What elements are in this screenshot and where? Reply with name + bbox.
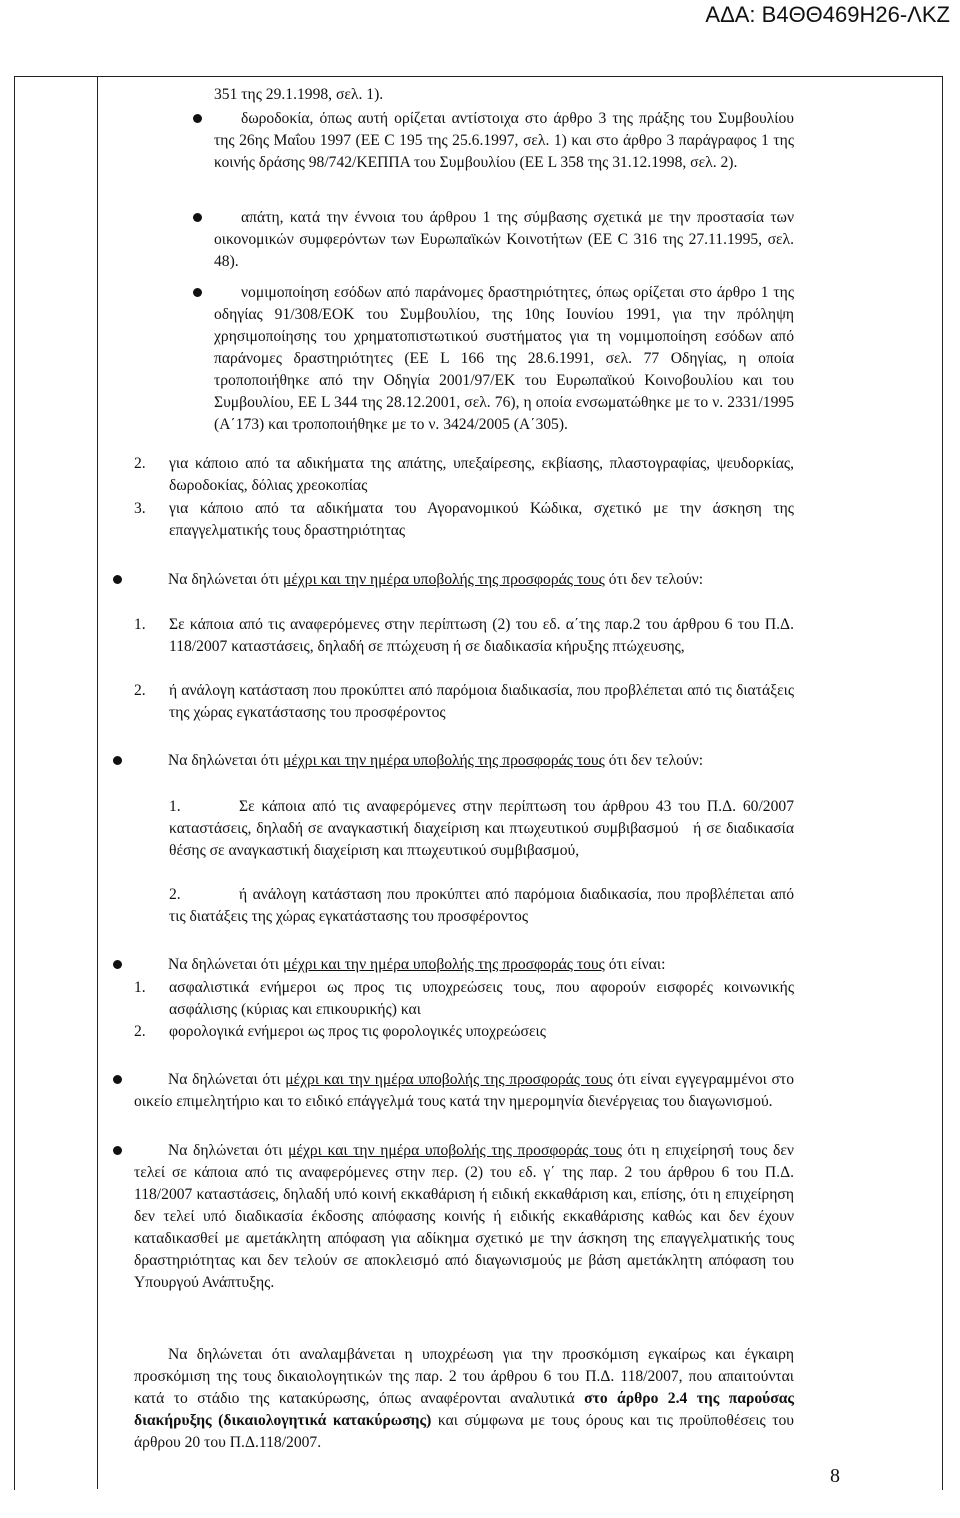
deadline-phrase: μέχρι και την ημέρα υποβολής της προσφοράς τους <box>285 1071 613 1088</box>
declare-text: Να δηλώνεται ότι <box>168 752 280 769</box>
list-item: ασφαλιστικά ενήμεροι ως προς τις υποχρεώσεις τους, που αφορούν εισφορές κοινωνικής ασφάλισης (κύριας και επικουρικής) και <box>169 979 798 1018</box>
list-number: 1. <box>169 798 181 815</box>
declaration-tail: ότι είναι εγγεγραμμένοι στο οικείο επιμελητήριο και το ειδικό επάγγελμά τους κατά την ημερομηνία διενέργειας του διαγωνισμού. <box>134 1071 798 1110</box>
deadline-phrase: μέχρι και την ημέρα υποβολής της προσφοράς τους <box>282 956 605 973</box>
page-number: 8 <box>830 1465 840 1487</box>
list-number: 2. <box>169 886 181 903</box>
list-item: ή ανάλογη κατάσταση που προκύπτει από παρόμοια διαδικασία, που προβλέπεται από τις διατάξεις της χώρας εγκατάστασης του προσφέροντος <box>169 886 798 925</box>
list-number: 2. <box>134 1023 146 1040</box>
list-item: φορολογικά ενήμεροι ως προς τις φορολογικές υποχρεώσεις <box>169 1023 546 1040</box>
declare-text: Να δηλώνεται ότι <box>168 1142 283 1159</box>
declaration-bankruptcy <box>134 569 794 591</box>
column-divider <box>97 76 98 1489</box>
fraud-item: απάτη, κατά την έννοια του άρθρου 1 της σύμβασης σχετικά με την προστασία των οικονομικών συμφερόντων των Ευρωπαϊκών Κοινοτήτων (ΕΕ C 316 της 27.11.1995, σελ. 48). <box>214 207 794 273</box>
declaration-documents <box>134 1344 798 1454</box>
deadline-phrase: μέχρι και την ημέρα υποβολής της προσφοράς τους <box>288 1142 622 1159</box>
declaration-administration <box>134 750 794 772</box>
list-number: 2. <box>134 682 146 699</box>
declare-text: Να δηλώνεται ότι <box>168 1071 281 1088</box>
documents-text: Να δηλώνεται ότι αναλαμβάνεται η υποχρέωση για την προσκόμιση εγκαίρως και έγκαιρη προσκόμιση της τους δικαιολογητικών της παρ. 2 του άρθρου 6 του Π.Δ. 118/2007, που απαιτούνται κατά το στάδιο της κατακύρωσης, όπως αναφέρονται αναλυτικά <box>134 1346 798 1407</box>
documents-tail: και σύμφωνα με τους όρους και τις προϋποθέσεις του άρθρου 20 του Π.Δ.118/2007. <box>134 1412 798 1451</box>
ada-code: ΑΔΑ: Β4ΘΘ469Η26-ΛΚΖ <box>705 2 950 27</box>
laundering-item: νομιμοποίηση εσόδων από παράνομες δραστηριότητες, όπως ορίζεται στο άρθρο 1 της οδηγίας 91/308/ΕΟΚ του Συμβουλίου, της 10ης Ιουνίου 1991, για την πρόληψη χρησιμοποίησης του χρηματοπιστωτικού συστήματος για τη νομιμοποίηση εσόδων από παράνομες δραστηριότητες (ΕΕ L 166 της 28.6.1991, σελ. 77 Οδηγίας, η οποία τροποποιήθηκε από την Οδηγία 2001/97/ΕΚ του Ευρωπαϊκού Κοινοβουλίου και του Συμβουλίου, ΕΕ L 344 της 28.12.2001, σελ. 76), η οποία ενσωματώθηκε με το ν. 2331/1995 (Α΄173) και τροποποιήθηκε με το ν. 3424/2005 (Α΄305). <box>214 282 794 436</box>
list-item: Σε κάποια από τις αναφερόμενες στην περίπτωση (2) του εδ. α΄της παρ.2 του άρθρου 6 του Π.Δ. 118/2007 καταστάσεις, δηλαδή σε πτώχευση ή σε διαδικασία κήρυξης πτώχευσης, <box>169 616 798 655</box>
list-number: 3. <box>134 500 146 517</box>
list-item: ή ανάλογη κατάσταση που προκύπτει από παρόμοια διαδικασία, που προβλέπεται από τις διατάξεις της χώρας εγκατάστασης του προσφέροντος <box>169 682 798 721</box>
declaration-tail: ότι η επιχείρησή τους δεν τελεί σε κάποια από τις αναφερόμενες στην περ. (2) του εδ. γ΄ της παρ. 2 του άρθρου 6 του Π.Δ. 118/2007 καταστάσεις, δηλαδή υπό κοινή εκκαθάριση ή ειδική εκκαθάριση και, επίσης, ότι η επιχείρηση δεν τελεί υπό διαδικασία έκδοσης απόφασης κοινής ή ειδικής εκκαθάρισης καθώς και δεν έχουν καταδικασθεί με αμετάκλητη απόφαση για αδίκημα σχετικό με την άσκηση της επαγγελματικής τους δραστηριότητας και δεν τελούν σε αποκλεισμό από διαγωνισμούς με βάση αμετάκλητη απόφαση του Υπουργού Ανάπτυξης. <box>134 1142 798 1291</box>
list-item: για κάποιο από τα αδικήματα του Αγορανομικού Κώδικα, σχετικό με την άσκηση της επαγγελματικής τους δραστηριότητας <box>169 500 798 539</box>
deadline-phrase: μέχρι και την ημέρα υποβολής της προσφοράς τους <box>282 752 605 769</box>
declaration-tail: ότι δεν τελούν: <box>608 752 704 769</box>
deadline-phrase: μέχρι και την ημέρα υποβολής της προσφοράς τους <box>282 571 605 588</box>
declare-text: Να δηλώνεται ότι <box>168 571 280 588</box>
list-item: Σε κάποια από τις αναφερόμενες στην περίπτωση του άρθρου 43 του Π.Δ. 60/2007 καταστάσεις, δηλαδή σε αναγκαστική διαχείριση και πτωχευτικού συμβιβασμού ή σε διαδικασία θέσης σε αναγκαστική διαχείριση και πτωχευτικού συμβιβασμού, <box>169 798 798 859</box>
declare-text: Να δηλώνεται ότι <box>168 956 280 973</box>
declaration-liquidation <box>134 1140 798 1294</box>
bribery-item: δωροδοκία, όπως αυτή ορίζεται αντίστοιχα στο άρθρο 3 της πράξης του Συμβουλίου της 26ης Μαΐου 1997 (ΕΕ C 195 της 25.6.1997, σελ. 1) και στο άρθρο 3 παράγραφος 1 της κοινής δράσης 98/742/ΚΕΠΠΑ του Συμβουλίου (ΕΕ L 358 της 31.12.1998, σελ. 2). <box>214 108 794 174</box>
list-number: 1. <box>134 616 146 633</box>
list-number: 2. <box>134 455 146 472</box>
declaration-tail: ότι είναι: <box>608 956 666 973</box>
continuation-line: 351 της 29.1.1998, σελ. 1). <box>214 86 384 103</box>
article-reference: στο άρθρο 2.4 της παρούσας διακήρυξης (δικαιολογητικά κατακύρωσης) <box>134 1390 798 1429</box>
declaration-tail: ότι δεν τελούν: <box>608 571 704 588</box>
declaration-chamber <box>134 1069 798 1113</box>
list-item: για κάποιο από τα αδικήματα της απάτης, υπεξαίρεσης, εκβίασης, πλαστογραφίας, ψευδορκίας, δωροδοκίας, δόλιας χρεοκοπίας <box>169 455 798 494</box>
declaration-obligations <box>134 954 794 976</box>
list-number: 1. <box>134 979 146 996</box>
